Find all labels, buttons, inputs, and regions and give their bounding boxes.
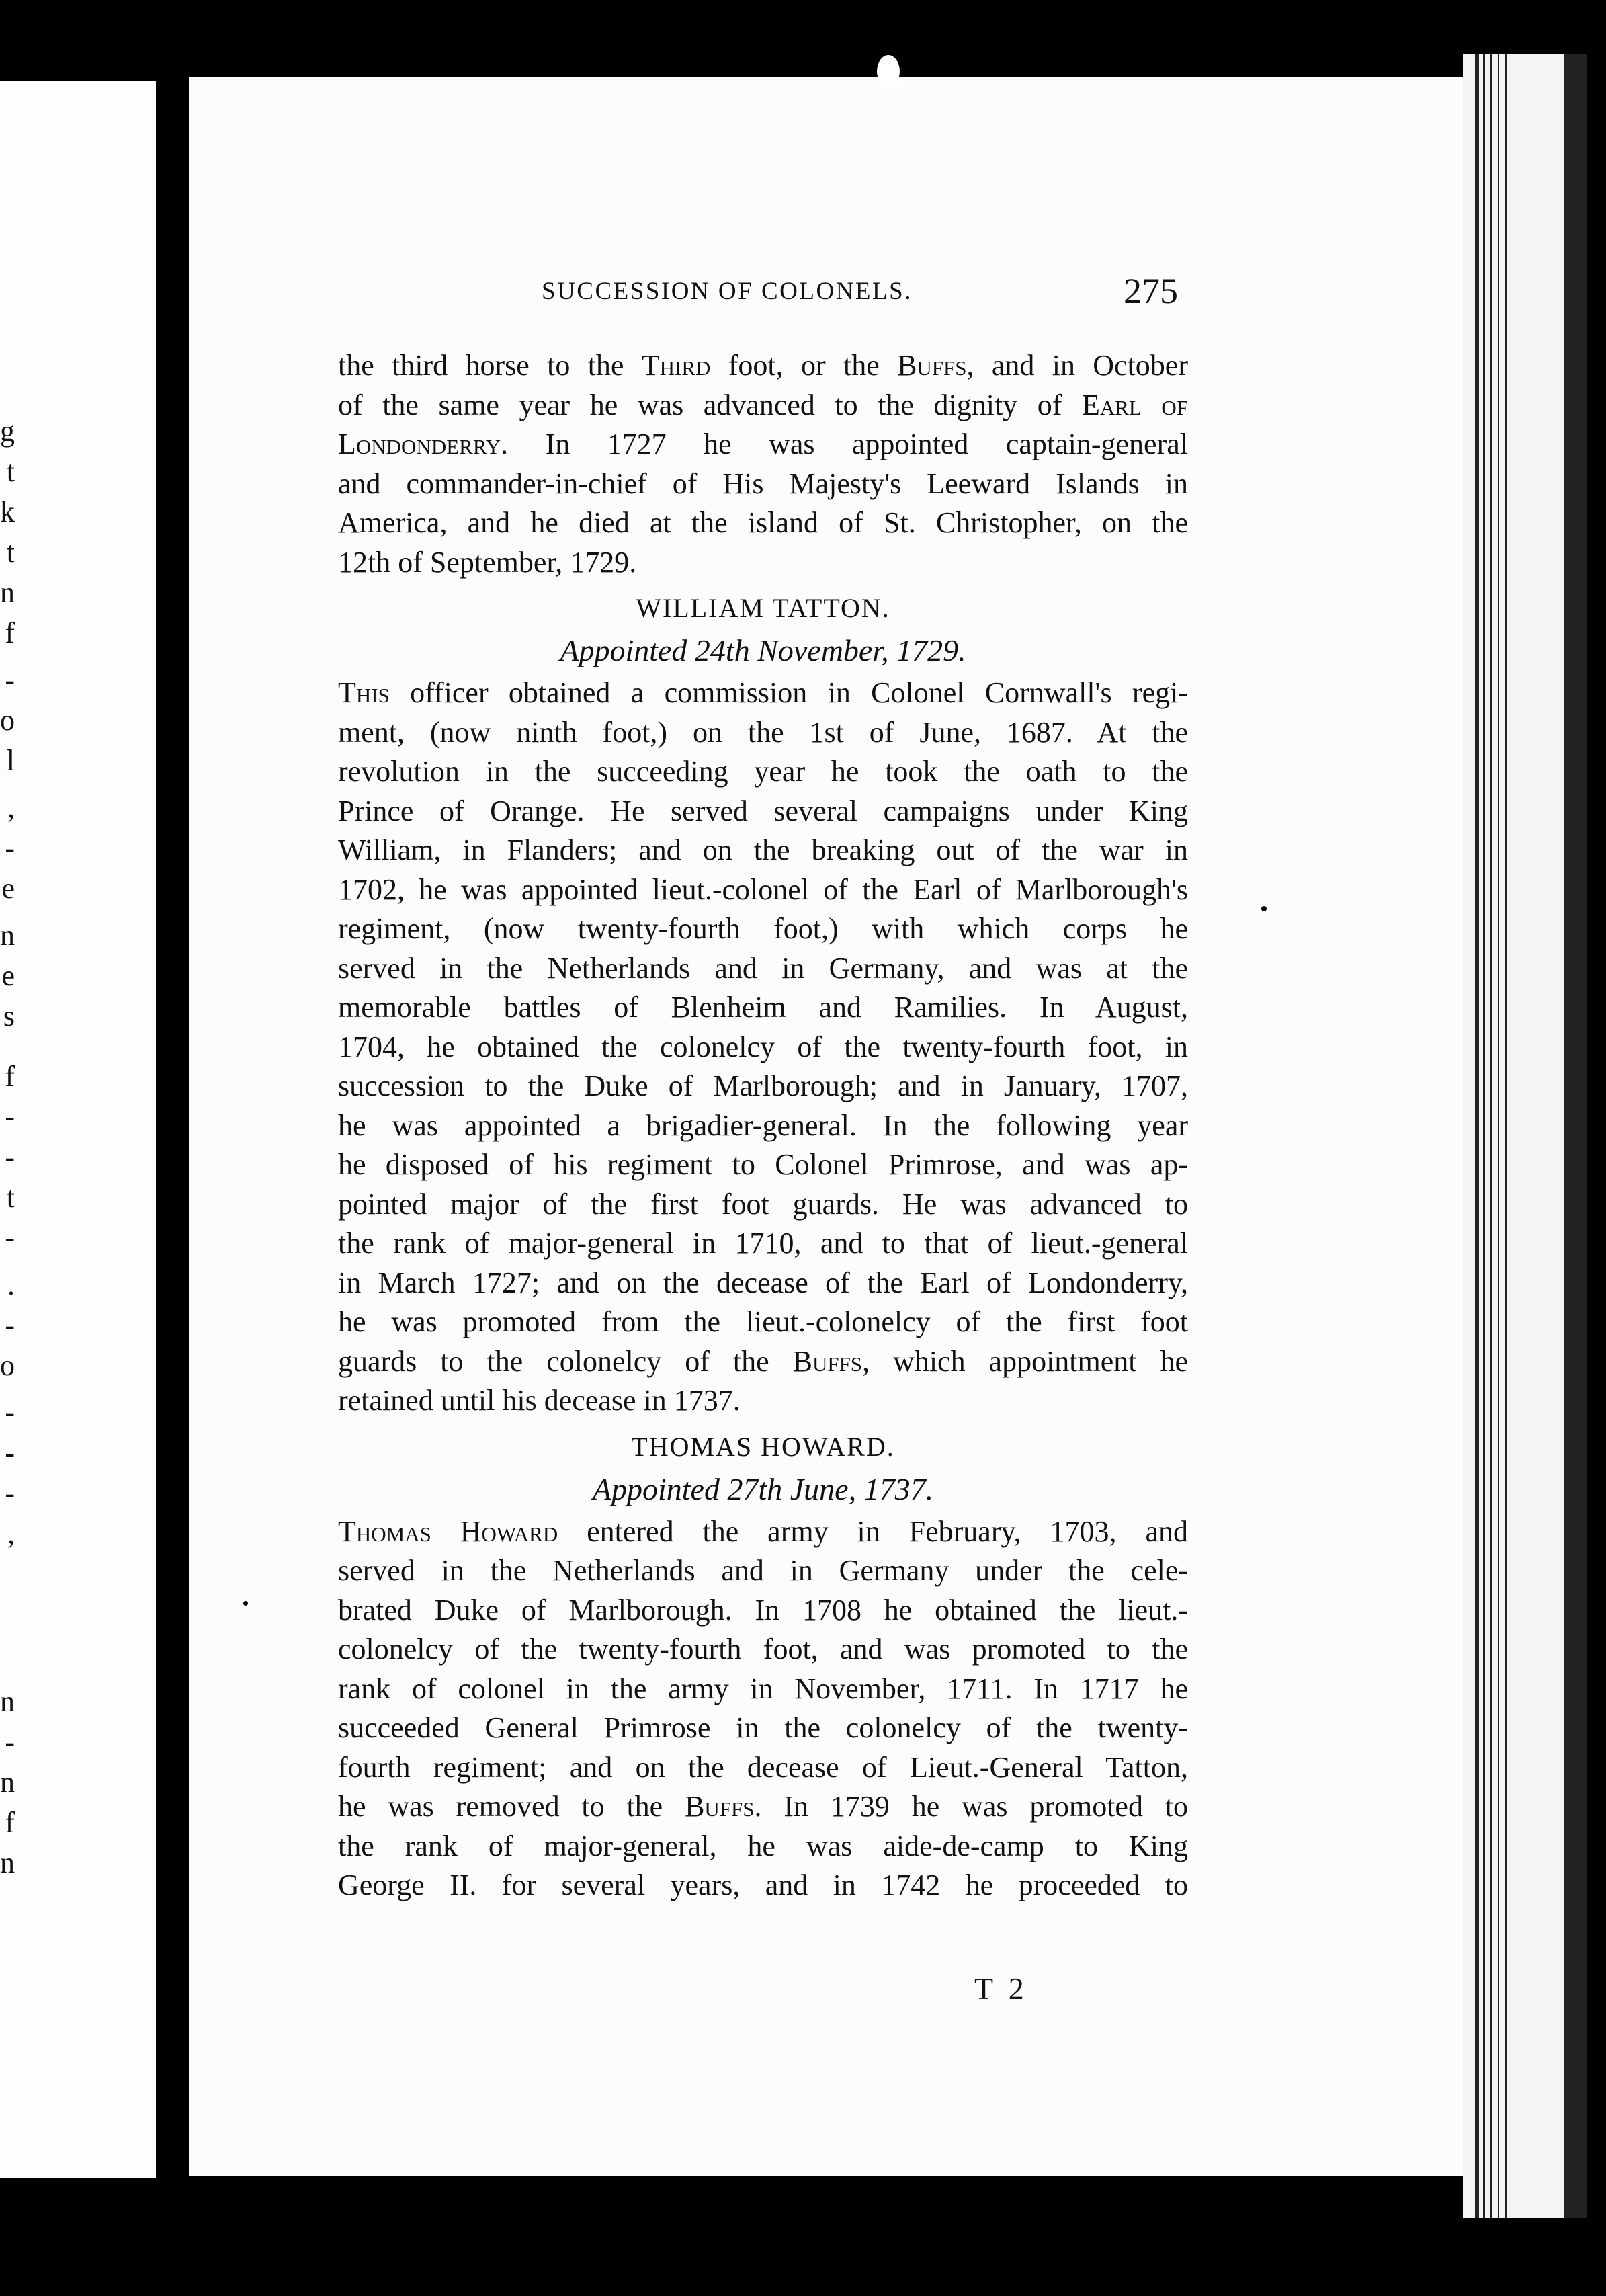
margin-letter: - (5, 1477, 15, 1510)
text-line (338, 386, 1188, 425)
facing-page-strip (0, 81, 156, 2178)
margin-letter: g (0, 415, 15, 448)
text-line (338, 1106, 1188, 1145)
book-page-edges (1463, 54, 1587, 2218)
line-text: colonelcy of the twenty-fourth foot, and was promoted to the (338, 1633, 1188, 1666)
margin-letter: l (6, 744, 15, 777)
margin-letter: f (5, 1060, 15, 1093)
text-line (338, 752, 1188, 791)
text-line (338, 1264, 1188, 1303)
text-line (338, 464, 1188, 503)
text-line (338, 1303, 1188, 1342)
text-line (338, 1748, 1188, 1787)
small-caps-text: Earl of (1081, 388, 1188, 421)
line-text: entered the army in February, 1703, and (558, 1514, 1188, 1548)
line-text: America, and he died at the island of St. Christopher, on the (338, 506, 1188, 539)
margin-letter: t (6, 455, 15, 488)
text-line (338, 1342, 1188, 1381)
text-line (338, 543, 1188, 582)
text-line (338, 1787, 1188, 1826)
line-text: memorable battles of Blenheim and Ramilies. In August, (338, 991, 1188, 1024)
text-line (338, 425, 1188, 464)
line-text: 1702, he was appointed lieut.-colonel of the Earl of Marlborough's (338, 872, 1188, 906)
margin-letter: - (5, 1141, 15, 1174)
small-caps-text: Third (641, 349, 711, 382)
page-number: 275 (1124, 271, 1178, 311)
line-text: and commander-in-chief of His Majesty's Leeward Islands in (338, 466, 1188, 500)
line-text: . In 1739 he was promoted to (754, 1790, 1189, 1823)
text-line (338, 1067, 1188, 1106)
line-text: rank of colonel in the army in November, 1711. In 1717 he (338, 1672, 1188, 1705)
small-caps-text: This (338, 676, 390, 709)
margin-letter: f (5, 1806, 15, 1839)
text-line (338, 909, 1188, 948)
line-text: , which appointment he (862, 1344, 1189, 1378)
margin-letter: n (0, 1766, 15, 1799)
text-line (338, 831, 1188, 870)
text-line (338, 870, 1188, 909)
text-line (338, 1381, 1188, 1420)
line-text: regiment, (now twenty-fourth foot,) with which corps he (338, 912, 1188, 945)
line-text: revolution in the succeeding year he took the oath to the (338, 755, 1188, 788)
line-text: officer obtained a commission in Colonel Cornwall's regi- (389, 676, 1188, 709)
line-text: Prince of Orange. He served several campaigns under King (338, 794, 1188, 827)
text-line (338, 949, 1188, 988)
line-text: the rank of major-general, he was aide-de-camp to King (338, 1829, 1188, 1862)
text-line (338, 1670, 1188, 1709)
appointment-date: Appointed 24th November, 1729. (560, 633, 966, 667)
margin-letter: t (6, 536, 15, 569)
line-text: brated Duke of Marlborough. In 1708 he obtained the lieut.- (338, 1593, 1188, 1627)
line-text: retained until his decease in 1737. (338, 1384, 741, 1417)
facing-page-margin-letters (0, 81, 15, 2178)
line-text: succession to the Duke of Marlborough; and in January, 1707, (338, 1069, 1188, 1102)
line-text: guards to the colonelcy of the (338, 1344, 793, 1378)
line-text: succeeded General Primrose in the colonelcy of the twenty- (338, 1711, 1188, 1744)
small-caps-text: Thomas Howard (338, 1514, 558, 1548)
line-text: William, in Flanders; and on the breaking out of the war in (338, 833, 1188, 866)
text-line (338, 1630, 1188, 1669)
text-line (338, 1145, 1188, 1184)
margin-letter: f (5, 616, 15, 649)
line-text: the third horse to the (338, 349, 642, 382)
line-text: served in the Netherlands and in Germany, and was at the (338, 951, 1188, 985)
line-text: fourth regiment; and on the decease of Lieut.-General Tatton, (338, 1750, 1188, 1784)
small-caps-text: Buffs (792, 1344, 863, 1378)
margin-letter: - (5, 831, 15, 864)
margin-letter: - (5, 1221, 15, 1254)
ink-speck (1261, 906, 1267, 911)
margin-letter: , (7, 1517, 15, 1550)
line-text: he was appointed a brigadier-general. In the following year (338, 1108, 1188, 1142)
text-line (338, 1709, 1188, 1748)
line-text: George II. for several years, and in 1742 he proceeded to (338, 1869, 1188, 1901)
line-text: the rank of major-general in 1710, and to that of lieut.-general (338, 1227, 1188, 1260)
margin-letter: - (5, 1309, 15, 1342)
line-text: . In 1727 he was appointed captain-general (501, 427, 1188, 460)
line-text: pointed major of the first foot guards. He was advanced to (338, 1187, 1188, 1221)
line-text: foot, or the (710, 349, 898, 382)
margin-letter: o (0, 1349, 15, 1382)
appointment-date: Appointed 27th June, 1737. (592, 1471, 934, 1506)
margin-letter: t (6, 1181, 15, 1214)
margin-letter: n (0, 919, 15, 952)
margin-letter: - (5, 1725, 15, 1758)
line-text: served in the Netherlands and in Germany under the cele- (338, 1554, 1188, 1587)
line-text: he disposed of his regiment to Colonel Primrose, and was ap- (338, 1148, 1188, 1181)
ink-speck (877, 55, 900, 87)
margin-letter: e (1, 959, 15, 992)
line-text: 12th of September, 1729. (338, 545, 637, 579)
margin-letter: n (0, 576, 15, 609)
line-text: of the same year he was advanced to the dignity of (338, 388, 1082, 421)
ink-speck (243, 1601, 248, 1606)
text-line (338, 988, 1188, 1027)
line-text: 1704, he obtained the colonelcy of the twenty-fourth foot, in (338, 1030, 1188, 1063)
line-text: he was promoted from the lieut.-colonelcy of the first foot (338, 1305, 1188, 1338)
margin-letter: n (0, 1685, 15, 1718)
margin-letter: - (5, 663, 15, 696)
margin-letter: k (0, 495, 15, 528)
margin-letter: s (3, 999, 15, 1032)
officer-heading: THOMAS HOWARD. (631, 1431, 895, 1462)
margin-letter: . (7, 1268, 15, 1301)
text-line (338, 1512, 1188, 1551)
text-line (338, 1185, 1188, 1224)
small-caps-text: Buffs (897, 349, 967, 382)
text-line (338, 1591, 1188, 1630)
text-line (338, 1866, 1188, 1905)
officer-heading: WILLIAM TATTON. (636, 593, 890, 623)
margin-letter: e (1, 872, 15, 905)
small-caps-text: Buffs (685, 1790, 755, 1823)
margin-letter: - (5, 1396, 15, 1429)
margin-letter: , (7, 791, 15, 824)
text-line (338, 346, 1188, 385)
line-text: he was removed to the (338, 1790, 685, 1823)
margin-letter: n (0, 1846, 15, 1879)
line-text: , and in October (966, 349, 1188, 382)
margin-letter: o (0, 704, 15, 737)
signature-mark: T 2 (974, 1971, 1028, 2006)
line-text: in March 1727; and on the decease of the Earl of Londonderry, (338, 1266, 1188, 1299)
text-line (338, 1551, 1188, 1590)
margin-letter: - (5, 1100, 15, 1133)
text-line (338, 1028, 1188, 1067)
running-head: SUCCESSION OF COLONELS. (542, 278, 913, 305)
text-line (338, 1827, 1188, 1866)
text-line (338, 713, 1188, 752)
text-line (338, 792, 1188, 831)
text-line (338, 503, 1188, 542)
text-line (338, 1224, 1188, 1263)
text-line (338, 673, 1188, 712)
line-text: ment, (now ninth foot,) on the 1st of June, 1687. At the (338, 715, 1188, 749)
margin-letter: - (5, 1436, 15, 1469)
small-caps-text: Londonderry (338, 427, 501, 460)
